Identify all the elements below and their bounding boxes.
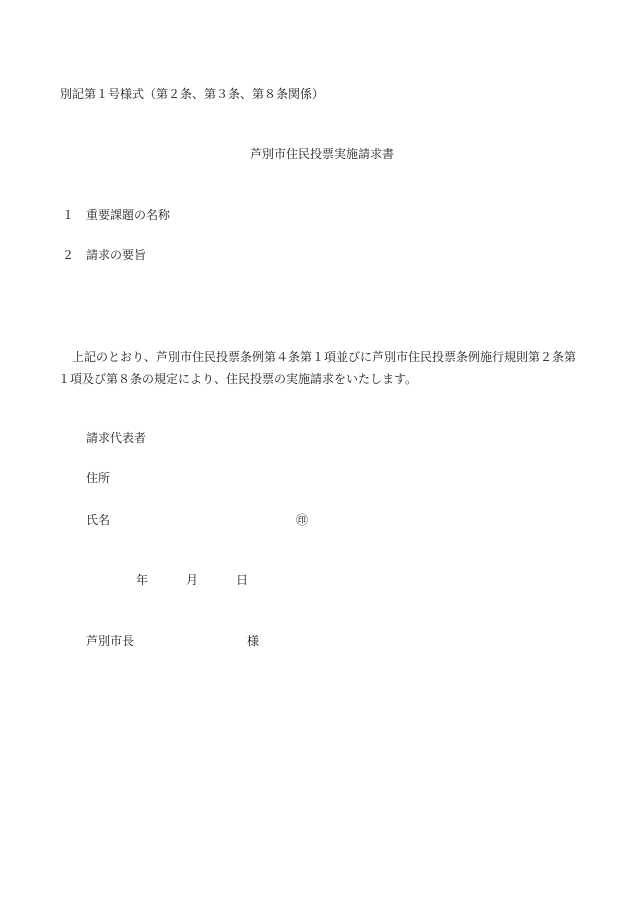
body-line: １項及び第８条の規定により、住民投票の実施請求をいたします。 [58, 372, 418, 386]
item-request-summary [62, 247, 146, 263]
address-label: 住所 [86, 471, 111, 485]
item-label: 重要課題の名称 [86, 208, 171, 222]
name-label: 氏名 [86, 513, 111, 527]
addressee-mayor: 芦別市長 [86, 634, 135, 648]
date-month-label: 月 [186, 573, 199, 587]
item-label: 請求の要旨 [86, 248, 147, 262]
seal-mark: ㊞ [296, 513, 309, 527]
body-line: 上記のとおり、芦別市住民投票条例第４条第１項並びに芦別市住民投票条例施行規則第２条第 [72, 350, 577, 364]
representative-label: 請求代表者 [86, 431, 147, 445]
item-number: ２ [62, 248, 75, 262]
body-paragraph [58, 346, 598, 390]
form-reference: 別記第１号様式（第２条、第３条、第８条関係） [60, 87, 325, 101]
item-issue-name [62, 207, 170, 223]
addressee-honorific: 様 [247, 634, 260, 648]
document-title: 芦別市住民投票実施請求書 [250, 147, 395, 161]
item-number: １ [62, 208, 75, 222]
date-year-label: 年 [136, 573, 149, 587]
date-day-label: 日 [236, 573, 249, 587]
